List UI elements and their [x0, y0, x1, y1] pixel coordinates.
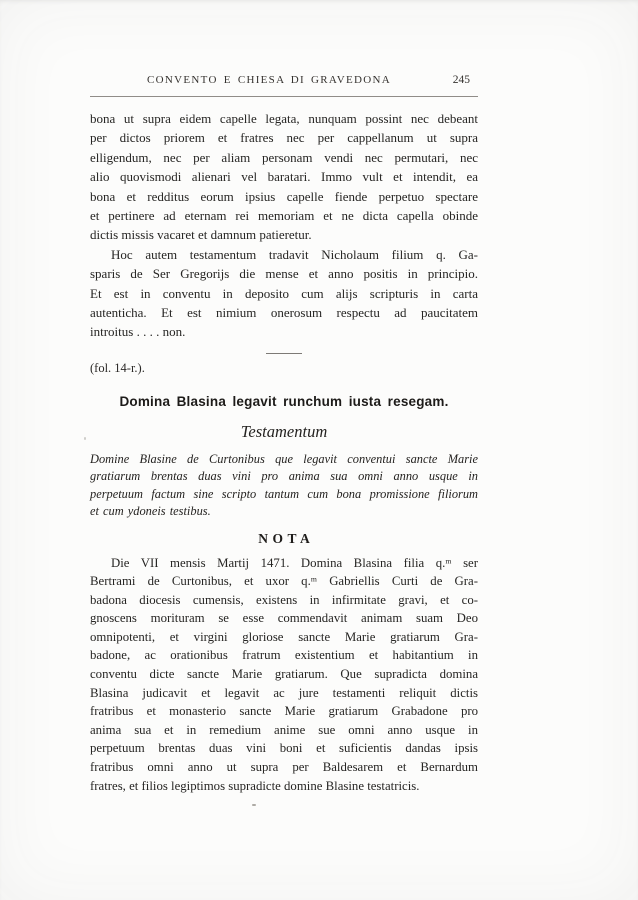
- text-line: badona diocesis cumensis, existens in infirmitate gravi, et co-: [90, 592, 478, 607]
- text-line: fratres, et filios legiptimos supradicte domine Blasine testatricis.: [90, 778, 420, 793]
- text-line: Et est in conventu in deposito cum alijs scripturis in carta: [90, 285, 478, 301]
- print-speck: [84, 437, 86, 440]
- text-line: dictis missis vacaret et damnum patieretur.: [90, 227, 312, 243]
- text-line: conventu dicte sancte Marie gratiarum. Que supradicta domina: [90, 667, 478, 682]
- text-line: et pertinere ad eternam rei memoriam et ne dicta capella obinde: [90, 208, 478, 224]
- running-header: [90, 74, 478, 92]
- text-line: Die VII mensis Martij 1471. Domina Blasina filia q.ᵐ ser: [111, 555, 478, 570]
- text-line: bona et redditus eorum ipsius capelle fiende perpetuo spectare: [90, 188, 478, 204]
- page-number: 245: [452, 74, 470, 86]
- text-line: Blasina judicavit et legavit ac jure testamenti reliquit dictis: [90, 685, 478, 700]
- text-line: omnipotenti, et virgini gloriose sancte Marie gratiarum Gra-: [90, 629, 478, 644]
- paragraph-testament-italic: [90, 451, 478, 521]
- text-line: et cum ydoneis testibus.: [90, 504, 211, 519]
- text-line: bona ut supra eidem capelle legata, nunquam possint nec debeant: [90, 111, 478, 126]
- paragraph-nota: [90, 554, 478, 796]
- text-line: per dictos priorem et fratres nec per cappellanum ut supra: [90, 130, 478, 146]
- text-line: introitus . . . . non.: [90, 324, 186, 340]
- text-line: gratiarum brentas duas vini pro anima sua omni anno usque in: [90, 469, 478, 484]
- text-line: Bertrami de Curtonibus, et uxor q.ᵐ Gabriellis Curti de Gra-: [90, 574, 478, 589]
- nota-heading: NOTA: [258, 530, 315, 546]
- print-speck: [252, 804, 256, 806]
- text-line: Domine Blasine de Curtonibus que legavit conventui sancte Marie: [90, 451, 478, 466]
- text-line: elligendum, nec per aliam personam vendi nec permutari, nec: [90, 149, 478, 165]
- folio-reference: (fol. 14-r.).: [90, 360, 145, 375]
- text-line: alio quovismodi alienari vel baratari. Immo vult et intendit, ea: [90, 169, 478, 185]
- text-line: Hoc autem testamentum tradavit Nicholaum filium q. Ga-: [111, 246, 478, 262]
- text-line: gnoscens morituram se esse commendavit animam suam Deo: [90, 611, 478, 626]
- paragraph-testamentum-tradavit: [90, 245, 478, 342]
- section-heading-bold: Domina Blasina legavit runchum iusta resegam.: [119, 393, 449, 409]
- running-header-title: CONVENTO E CHIESA DI GRAVEDONA: [147, 74, 391, 86]
- text-line: fratribus et monasterio sancte Marie gratiarum Grabadone pro: [90, 704, 478, 719]
- text-line: sparis de Ser Gregorijs die mense et anno positis in principio.: [90, 266, 478, 282]
- text-line: perpetuum brentas duas vini boni et suficientis dandas ipsis: [90, 741, 478, 756]
- text-line: badone, ac orationibus fratrum existentium et habitantium in: [90, 648, 478, 663]
- section-divider-rule: [266, 353, 302, 354]
- text-line: anima sua et in remedium anime sue omni anno usque in: [90, 722, 478, 737]
- text-block: [90, 74, 478, 795]
- testamentum-heading: Testamentum: [240, 421, 328, 441]
- paragraph-capella-legata: [90, 109, 478, 245]
- text-line: fratribus omni anno ut supra per Baldesarem et Bernardum: [90, 760, 478, 775]
- header-rule: [90, 96, 478, 97]
- text-line: autenticha. Et est nimium onerosum respectu ad paucitatem: [90, 305, 478, 321]
- text-line: perpetuum factum sine scripto tantum cum bona promissione filiorum: [90, 486, 478, 501]
